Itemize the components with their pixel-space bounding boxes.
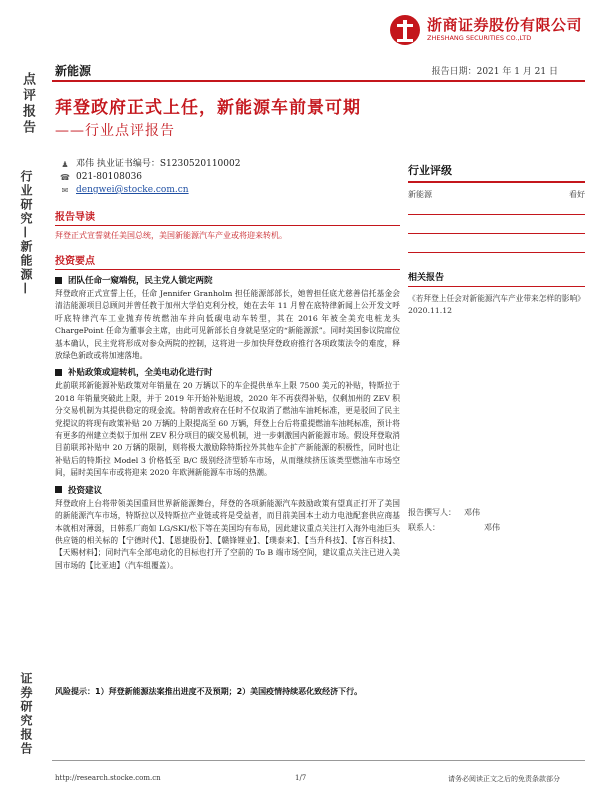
page-number: 1/7 (295, 774, 307, 782)
point-heading (55, 366, 400, 378)
rating-title: 行业评级 (408, 162, 585, 183)
logo-chinese-name: 浙商证券股份有限公司 (427, 16, 583, 34)
related-report-link[interactable]: 《若拜登上任会对新能源汽车产业带来怎样的影响》2020.11.12 (408, 294, 585, 315)
contact-row (408, 520, 585, 535)
logo-english-name: ZHESHANG SECURITIES CO.,LTD (427, 34, 532, 42)
point-heading (55, 274, 400, 286)
point-heading-text: 投资建议 (68, 485, 103, 496)
bullet-square-icon (55, 486, 62, 493)
point-heading (55, 484, 400, 496)
report-date: 报告日期：2021 年 1 月 21 日 (431, 67, 558, 77)
analyst-email-link[interactable]: dengwei@stocke.com.cn (76, 185, 189, 195)
author-name: 邓伟 (464, 508, 480, 517)
footer-divider (52, 760, 585, 761)
side-label-research: 证券研究报告 (19, 672, 33, 756)
sector-label: 新能源 (55, 64, 92, 78)
rating-divider (408, 233, 585, 234)
report-subtitle: ——行业点评报告 (55, 123, 175, 139)
disclaimer-note: 请务必阅读正文之后的免责条款部分 (448, 775, 560, 783)
company-logo (390, 14, 590, 48)
rating-value: 看好 (569, 190, 585, 199)
rating-divider (408, 214, 585, 215)
point-heading-text: 团队任命一窥端倪，民主党人锁定两院 (68, 276, 213, 286)
side-label-report-type: 点评报告 (20, 72, 35, 136)
industry-rating (408, 162, 585, 253)
footer-url-link[interactable]: http://research.stocke.com.cn (55, 774, 161, 782)
rating-row (408, 189, 585, 200)
analyst-email-row (60, 184, 240, 197)
author-row (408, 505, 585, 520)
author-label: 报告撰写人： (408, 508, 456, 517)
report-title: 拜登政府正式上任，新能源车前景可期 (55, 98, 361, 118)
rating-divider (408, 252, 585, 253)
analyst-phone: 021-80108036 (76, 172, 143, 182)
related-reports (408, 270, 585, 317)
person-icon: ♟ (61, 160, 69, 169)
risk-warning: 风险提示：1）拜登新能源法案推出进度不及预期；2）美国疫情持续恶化致经济下行。 (55, 687, 363, 696)
related-title: 相关报告 (408, 270, 585, 287)
logo-emblem-icon (390, 15, 420, 45)
analyst-info (60, 158, 240, 197)
email-icon: ✉ (61, 186, 69, 195)
phone-icon: ☎ (60, 173, 70, 182)
contact-name: 邓伟 (484, 523, 500, 532)
main-content (55, 208, 400, 572)
point-paragraph: 拜登政府上台将带领美国重回世界新能源舞台，拜登的各项新能源汽车鼓励政策有望真正打开了美国的新能源汽车市场，特斯拉以及特斯拉产业链或将是受益者，而目前美国本土动力电池配套供应商基本就相对薄弱，日韩系厂商如 LG/SKI/松下等在美国均有布局，因此建议重点关注打入海外电池巨头供应链的相关标的【宁德时代】、【恩捷股份】、【赣锋锂业】、【璞泰来】、【当升科技】、【容百科技】、【天赐材料】；同时汽车全部电动化的目标也打开了空前的 To B 端市场空间，建议重点关注已进入美国市场的【比亚迪】（汽车组覆盖）。 (55, 498, 400, 570)
side-label-category: 行业研究—新能源— (19, 170, 33, 296)
points-divider (55, 269, 400, 270)
author-contact (408, 505, 585, 535)
analyst-name-row (60, 158, 240, 171)
points-heading: 投资要点 (55, 256, 95, 267)
guide-divider (55, 225, 400, 226)
analyst-phone-row (60, 171, 240, 184)
rating-sector: 新能源 (408, 190, 432, 199)
header-divider (52, 80, 585, 82)
bullet-square-icon (55, 369, 62, 376)
guide-text: 拜登正式宣誓就任美国总统，美国新能源汽车产业或将迎来转机。 (55, 231, 287, 240)
point-paragraph: 拜登政府正式宣誓上任，任命 Jennifer Granholm 担任能源部部长，她曾担任底尤慈善信托基金会清洁能源项目总顾问并曾任教于加州大学伯克利分校，她在去年 11 月曾在底特律新闻上公开发文呼吁底特律汽车工业抛弃传统燃油车并向低碳电动车转型，其在 2016 年被全美充电桩龙头 ChargePoint 任命为董事会主席，由此可见新部长自身就是坚定的“新能源派”。同时美国参议院席位基本确认，民主党将形成对参众两院的控制，这将进一步加快拜登政府推行各项政策法令的难度，释放绿色新政或将加速落地。 (55, 289, 400, 361)
point-heading-text: 补贴政策或迎转机，全美电动化进行时 (68, 368, 213, 379)
contact-label: 联系人： (408, 523, 440, 532)
guide-heading: 报告导读 (55, 212, 95, 223)
bullet-square-icon (55, 277, 62, 284)
analyst-name: 邓伟 执业证书编号：S1230520110002 (76, 159, 241, 169)
point-paragraph: 此前联邦新能源补贴政策对年销量在 20 万辆以下的车企提供单车上限 7500 美元的补贴，特斯拉于 2018 年销量突破此上限，并于 2019 年开始补贴退坡，2020 年不再获得补贴，仅剩加州的 ZEV 积分交易机制为其提供稳定的现金流。特朗普政府在任时不仅取消了燃油车油耗标准，更是驳回了民主党提议的将现有政策补贴 20 万辆的上限提高至 60 万辆，拜登上台后将重提燃油车油耗标准，预计将有更多的州建立类似于加州 ZEV 积分项目的碳交易机制，进一步刺激国内新能源市场。假设拜登取消目前联邦补贴中 20 万辆的限制，则将极大激励除特斯拉外其他车企扩产新能源的积极性，同时也让补贴后的特斯拉 Model 3 价格低至 B/C 级别经济型轿车市场，从而继续挤压该类型燃油车市场空间，届时美国车市或将迎来 2020 年欧洲新能源车市场的热潮。 (55, 381, 400, 478)
